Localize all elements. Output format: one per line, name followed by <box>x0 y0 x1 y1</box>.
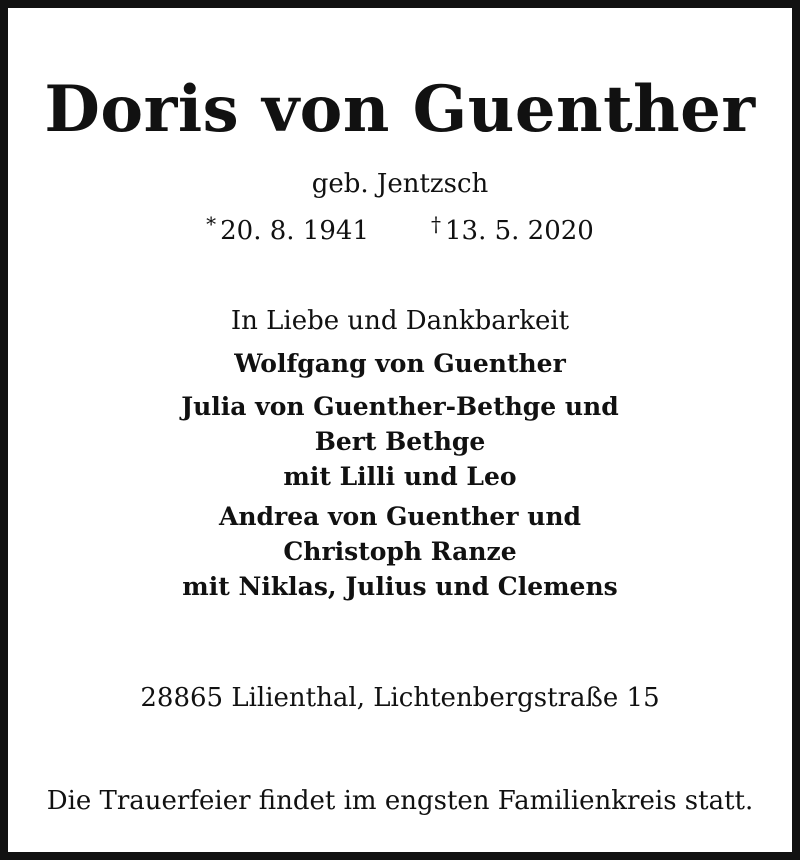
mourner-line: Christoph Ranze <box>283 537 517 566</box>
life-dates <box>8 214 792 244</box>
mourner-line: Julia von Guenther-Bethge und <box>181 392 619 421</box>
deceased-name: Doris von Guenther <box>44 72 756 147</box>
birth-star-icon: * <box>206 212 217 236</box>
maiden-name: geb. Jentzsch <box>311 169 489 199</box>
birth-date: 20. 8. 1941 <box>220 216 369 246</box>
death-cross-icon: † <box>431 212 441 236</box>
funeral-service-note: Die Trauerfeier findet im engsten Familienkreis statt. <box>46 786 754 816</box>
family-address: 28865 Lilienthal, Lichtenbergstraße 15 <box>140 683 660 713</box>
mourner-line: mit Niklas, Julius und Clemens <box>182 572 618 601</box>
mourner-line: mit Lilli und Leo <box>283 462 517 491</box>
mourner-line: Wolfgang von Guenther <box>234 349 566 378</box>
mourner-line: Andrea von Guenther und <box>218 502 582 531</box>
mourner-line: Bert Bethge <box>314 427 486 456</box>
mourners-intro: In Liebe und Dankbarkeit <box>230 306 570 336</box>
death-date: 13. 5. 2020 <box>445 216 594 246</box>
